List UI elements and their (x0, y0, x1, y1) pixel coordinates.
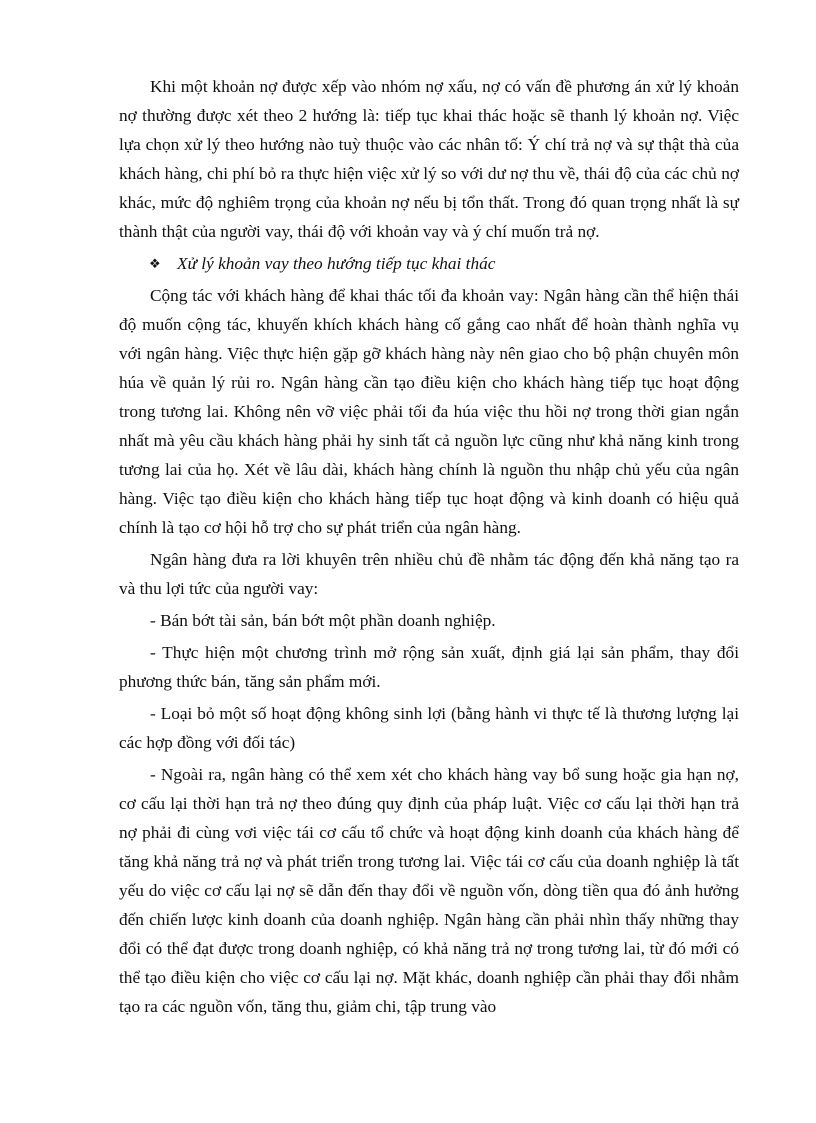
document-page (119, 72, 739, 1024)
section-heading (119, 249, 739, 278)
section-heading-text: Xử lý khoản vay theo hướng tiếp tục khai thác (177, 254, 496, 273)
diamond-bullet-icon: ❖ (149, 256, 161, 271)
list-item: - Thực hiện một chương trình mở rộng sản xuất, định giá lại sản phẩm, thay đổi phương thức bán, tăng sản phẩm mới. (119, 643, 739, 691)
list-item: - Bán bớt tài sản, bán bớt một phần doanh nghiệp. (150, 611, 496, 630)
list-item: - Loại bỏ một số hoạt động không sinh lợi (bằng hành vi thực tế là thương lượng lại các hợp đồng với đối tác) (119, 704, 739, 752)
list-item: - Ngoài ra, ngân hàng có thể xem xét cho khách hàng vay bổ sung hoặc gia hạn nợ, cơ cấu lại thời hạn trả nợ theo đúng quy định của pháp luật. Việc cơ cấu lại thời hạn trả nợ phải đi cùng vơi việc tái cơ cấu tổ chức và hoạt động kinh doanh của khách hàng để tăng khả năng trả nợ và phát triển trong tương lai. Việc tái cơ cấu của doanh nghiệp là tất yếu do việc cơ cấu lại nợ sẽ dẫn đến thay đổi về nguồn vốn, dòng tiền qua đó ảnh hưởng đến chiến lược kinh doanh của doanh nghiệp. Ngân hàng cần phải nhìn thấy những thay đổi có thể đạt được trong doanh nghiệp, có khả năng trả nợ trong tương lai, từ đó mới có thể tạo điều kiện cho việc cơ cấu lại nợ. Mặt khác, doanh nghiệp cần phải thay đổi nhằm tạo ra các nguồn vốn, tăng thu, giảm chi, tập trung vào (119, 765, 739, 1016)
advice-paragraph: Ngân hàng đưa ra lời khuyên trên nhiều chủ đề nhằm tác động đến khả năng tạo ra và thu lợi tức của người vay: (119, 550, 739, 598)
intro-paragraph: Khi một khoản nợ được xếp vào nhóm nợ xấu, nợ có vấn đề phương án xử lý khoản nợ thường được xét theo 2 hướng là: tiếp tục khai thác hoặc sẽ thanh lý khoản nợ. Việc lựa chọn xử lý theo hướng nào tuỳ thuộc vào các nhân tố: Ý chí trả nợ và sự thật thà của khách hàng, chi phí bỏ ra thực hiện việc xử lý so với dư nợ thu về, thái độ của các chủ nợ khác, mức độ nghiêm trọng của khoản nợ nếu bị tổn thất. Trong đó quan trọng nhất là sự thành thật của người vay, thái độ với khoản vay và ý chí muốn trả nợ. (119, 77, 739, 241)
cooperate-paragraph: Cộng tác với khách hàng để khai thác tối đa khoản vay: Ngân hàng cần thể hiện thái độ muốn cộng tác, khuyến khích khách hàng cố gắng cao nhất để hoàn thành nghĩa vụ với ngân hàng. Việc thực hiện gặp gỡ khách hàng này nên giao cho bộ phận chuyên môn húa về quản lý rủi ro. Ngân hàng cần tạo điều kiện cho khách hàng tiếp tục hoạt động trong tương lai. Không nên vỡ việc phải tối đa húa việc thu hồi nợ trong thời gian ngắn nhất mà yêu cầu khách hàng phải hy sinh tất cả nguồn lực cũng như khả năng kinh trong tương lai của họ. Xét về lâu dài, khách hàng chính là nguồn thu nhập chủ yếu của ngân hàng. Việc tạo điều kiện cho khách hàng tiếp tục hoạt động và kinh doanh có hiệu quả chính là tạo cơ hội hỗ trợ cho sự phát triển của ngân hàng. (119, 286, 739, 537)
